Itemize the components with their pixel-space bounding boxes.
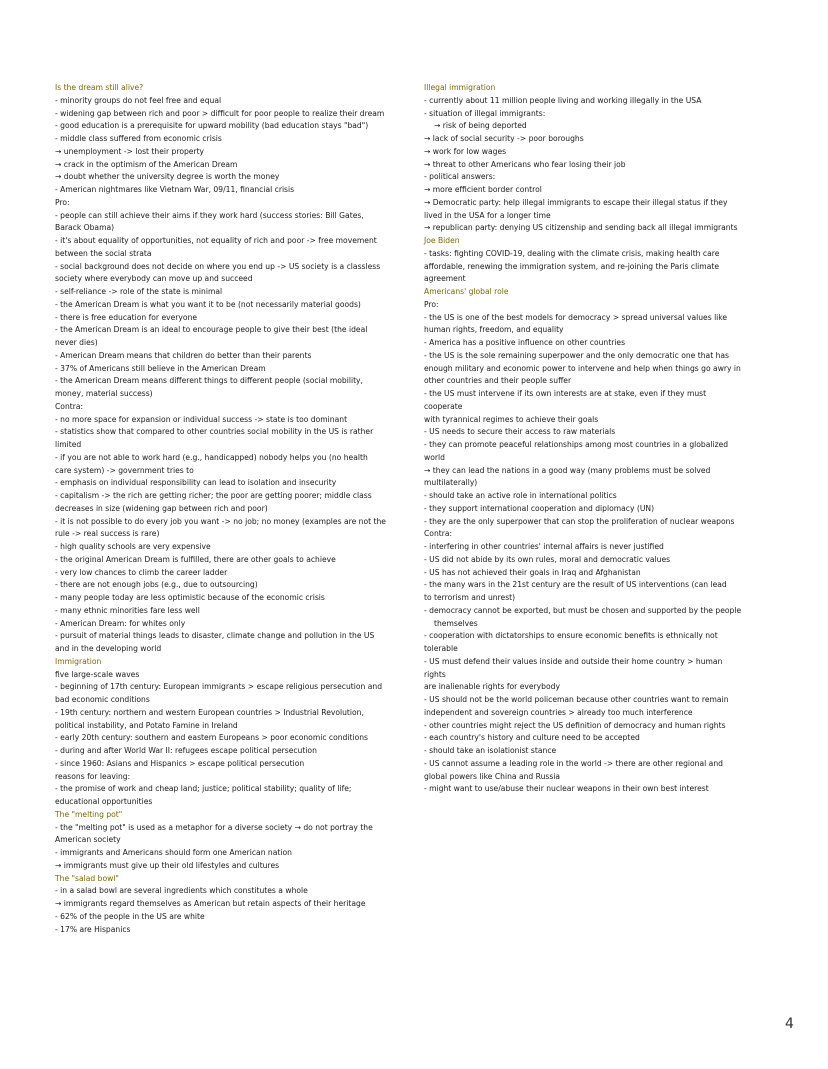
text-line: lived in the USA for a longer time — [424, 210, 551, 220]
text-line: - American nightmares like Vietnam War, 09/11, financial crisis — [55, 185, 295, 194]
text-line: - many ethnic minorities fare less well — [55, 605, 200, 615]
text-line: - middle class suffered from economic crisis — [55, 134, 222, 143]
text-line: - good education is a prerequisite for upward mobility (bad education stays "bad") — [55, 121, 369, 131]
text-line: rule -> real success is rare) — [55, 529, 160, 539]
text-line: - emphasis on individual responsibility can lead to isolation and insecurity — [55, 478, 337, 488]
text-line: - US must defend their values inside and outside their home country > human — [424, 656, 723, 666]
text-line: between the social strata — [55, 248, 152, 258]
text-line: - 19th century: northern and western European countries > Industrial Revolution, — [55, 707, 364, 717]
text-line: bad economic conditions — [55, 695, 150, 704]
text-line: money, material success) — [55, 389, 153, 398]
text-line: - democracy cannot be exported, but must be chosen and supported by the people — [424, 605, 742, 615]
text-line: - statistics show that compared to other countries social mobility in the US is rather — [55, 427, 374, 437]
text-line: → republican party: denying US citizenship and sending back all illegal immigrants — [424, 223, 738, 233]
text-line: - the American Dream is what you want it to be (not necessarily material goods) — [55, 299, 361, 309]
text-line: - self-reliance -> role of the state is minimal — [55, 287, 223, 296]
text-line: - other countries might reject the US definition of democracy and human rights — [424, 720, 726, 730]
text-line: decreases in size (widening gap between rich and poor) — [55, 503, 268, 513]
section-heading: The "salad bowl" — [55, 873, 119, 883]
text-line: → they can lead the nations in a good way (many problems must be solved — [424, 465, 711, 475]
text-line: - situation of illegal immigrants: — [424, 108, 546, 118]
text-line: rights — [424, 669, 446, 679]
text-line: - cooperation with dictatorships to ensure economic benefits is ethnically not — [424, 631, 718, 641]
text-line: - widening gap between rich and poor > difficult for poor people to realize their dream — [55, 108, 385, 118]
text-line: - 62% of the people in the US are white — [55, 911, 205, 921]
text-line: global powers like China and Russia — [424, 771, 561, 781]
text-line: → work for low wages — [424, 146, 507, 156]
text-line: → more efficient border control — [424, 185, 542, 194]
text-line: never dies) — [55, 338, 98, 347]
right-column — [424, 82, 764, 796]
text-line: - American Dream: for whites only — [55, 618, 186, 628]
text-line: - during and after World War II: refugees escape political persecution — [55, 746, 317, 755]
text-line: Pro: — [424, 299, 439, 309]
left-column — [55, 82, 411, 936]
text-line: → doubt whether the university degree is worth the money — [55, 172, 280, 182]
text-line: → threat to other Americans who fear losing their job — [424, 159, 626, 169]
text-line: - minority groups do not feel free and equal — [55, 95, 222, 105]
text-line: - the "melting pot" is used as a metaphor for a diverse society → do not portray the — [55, 822, 373, 832]
text-line: limited — [55, 440, 82, 449]
text-line: - each country's history and culture need to be accepted — [424, 733, 640, 743]
text-line: - US needs to secure their access to raw materials — [424, 427, 616, 437]
text-line: - currently about 11 million people living and working illegally in the USA — [424, 95, 702, 105]
text-line: world — [424, 452, 445, 462]
text-line: - US did not abide by its own rules, moral and democratic values — [424, 554, 671, 564]
section-heading: Americans' global role — [424, 287, 509, 296]
text-line: - no more space for expansion or individual success -> state is too dominant — [55, 414, 348, 424]
text-line: → crack in the optimism of the American Dream — [55, 159, 238, 169]
text-line: → lack of social security -> poor boroughs — [424, 134, 584, 143]
text-line: - 17% are Hispanics — [55, 924, 131, 934]
text-line: → immigrants regard themselves as American but retain aspects of their heritage — [55, 899, 366, 908]
text-line: → immigrants must give up their old lifestyles and cultures — [55, 860, 280, 870]
text-line: cooperate — [424, 401, 463, 411]
text-line: affordable, renewing the immigration system, and re-joining the Paris climate — [424, 261, 719, 271]
text-line: - early 20th century: southern and eastern Europeans > poor economic conditions — [55, 733, 368, 743]
page-number: 4 — [785, 1016, 794, 1032]
text-line: American society — [55, 835, 121, 845]
text-line: - they can promote peaceful relationships among most countries in a globalized — [424, 440, 729, 449]
text-line: are inalienable rights for everybody — [424, 682, 560, 692]
text-line: human rights, freedom, and equality — [424, 325, 564, 335]
text-line: - the US is the sole remaining superpower and the only democratic one that has — [424, 350, 730, 360]
text-line: - they are the only superpower that can stop the proliferation of nuclear weapons — [424, 516, 735, 526]
text-line: - there are not enough jobs (e.g., due to outsourcing) — [55, 580, 258, 590]
text-line: Contra: — [424, 529, 453, 539]
text-line: - American Dream means that children do better than their parents — [55, 350, 312, 360]
text-line: - US should not be the world policeman because other countries want to remain — [424, 695, 729, 704]
text-line: educational opportunities — [55, 797, 153, 806]
text-line: - people can still achieve their aims if they work hard (success stories: Bill Gates, — [55, 210, 364, 220]
text-line: other countries and their people suffer — [424, 376, 572, 386]
text-line: - capitalism -> the rich are getting richer; the poor are getting poorer; middle class — [55, 491, 372, 500]
text-line: to terrorism and unrest) — [424, 593, 516, 602]
text-line: - 37% of Americans still believe in the American Dream — [55, 363, 266, 373]
text-line: independent and sovereign countries > already too much interference — [424, 707, 693, 717]
text-line: - beginning of 17th century: European immigrants > escape religious persecution and — [55, 682, 383, 692]
text-line: tolerable — [424, 644, 458, 653]
text-line: - since 1960: Asians and Hispanics > escape political persecution — [55, 758, 305, 768]
section-heading: The "melting pot" — [55, 809, 123, 819]
text-line: - they support international cooperation and diplomacy (UN) — [424, 503, 655, 513]
text-line: Contra: — [55, 401, 84, 411]
text-line: - in a salad bowl are several ingredients which constitutes a whole — [55, 886, 308, 896]
text-line: - there is free education for everyone — [55, 312, 198, 322]
text-line: - the American Dream is an ideal to encourage people to give their best (the ideal — [55, 325, 368, 335]
text-line: agreement — [424, 274, 466, 284]
text-line: care system) -> government tries to — [55, 465, 194, 475]
text-line: - the many wars in the 21st century are the result of US interventions (can lead — [424, 580, 727, 590]
text-line: - many people today are less optimistic because of the economic crisis — [55, 593, 325, 602]
text-line: - the American Dream means different things to different people (social mobility, — [55, 376, 363, 386]
text-line: Barack Obama) — [55, 223, 115, 233]
text-line: - US has not achieved their goals in Iraq and Afghanistan — [424, 567, 641, 577]
text-line: - America has a positive influence on other countries — [424, 338, 626, 347]
text-line: five large-scale waves — [55, 669, 140, 679]
text-line: → Democratic party: help illegal immigrants to escape their illegal status if they — [424, 197, 728, 207]
section-heading: Immigration — [55, 656, 102, 666]
text-line: - if you are not able to work hard (e.g., handicapped) nobody helps you (no health — [55, 452, 368, 462]
text-line: with tyrannical regimes to achieve their goals — [424, 414, 599, 424]
text-line: Pro: — [55, 197, 70, 207]
text-line: - very low chances to climb the career ladder — [55, 567, 228, 577]
text-line: → risk of being deported — [434, 121, 527, 131]
section-heading: Joe Biden — [424, 236, 460, 245]
text-line: - should take an isolationist stance — [424, 746, 557, 755]
text-line: reasons for leaving: — [55, 771, 131, 781]
text-line: - political answers: — [424, 172, 496, 182]
text-line: society where everybody can move up and succeed — [55, 274, 253, 284]
text-line: - pursuit of material things leads to disaster, climate change and pollution in the US — [55, 631, 375, 641]
text-line: - US cannot assume a leading role in the world -> there are other regional and — [424, 758, 723, 768]
text-line: - the original American Dream is fulfilled, there are other goals to achieve — [55, 554, 336, 564]
text-line: → unemployment -> lost their property — [55, 146, 205, 156]
text-line: - should take an active role in international politics — [424, 491, 617, 500]
section-heading: Illegal immigration — [424, 83, 496, 92]
text-line: multilaterally) — [424, 478, 478, 488]
text-line: - it is not possible to do every job you want -> no job; no money (examples are not the — [55, 516, 386, 526]
text-line: - tasks: fighting COVID-19, dealing with the climate crisis, making health care — [424, 248, 720, 258]
text-line: enough military and economic power to intervene and help when things go awry in — [424, 363, 741, 373]
text-line: - the US must intervene if its own interests are at stake, even if they must — [424, 389, 707, 398]
text-line: - the US is one of the best models for democracy > spread universal values like — [424, 312, 728, 322]
text-line: - high quality schools are very expensive — [55, 542, 211, 551]
text-line: - it's about equality of opportunities, not equality of rich and poor -> free movement — [55, 236, 377, 245]
section-heading: Is the dream still alive? — [55, 83, 144, 92]
text-line: and in the developing world — [55, 644, 162, 653]
text-line: - social background does not decide on where you end up -> US society is a classless — [55, 261, 381, 271]
text-line: - interfering in other countries' internal affairs is never justified — [424, 542, 664, 551]
text-line: - might want to use/abuse their nuclear weapons in their own best interest — [424, 784, 709, 794]
text-line: political instability, and Potato Famine in Ireland — [55, 720, 238, 730]
text-line: themselves — [434, 618, 478, 628]
text-line: - the promise of work and cheap land; justice; political stability; quality of life; — [55, 784, 352, 794]
text-line: - immigrants and Americans should form one American nation — [55, 848, 292, 857]
